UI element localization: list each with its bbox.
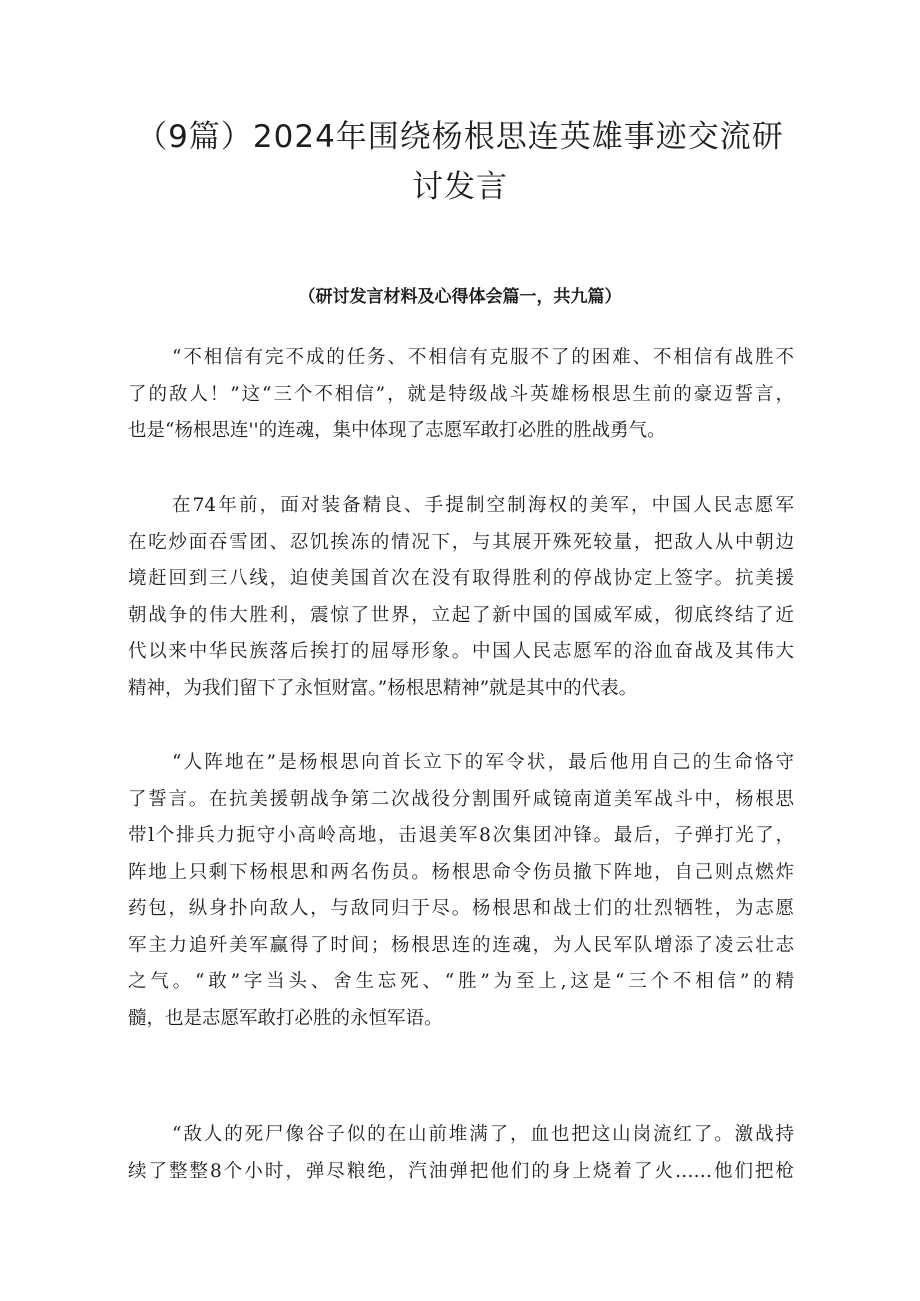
- paragraph-line: “敌人的死尸像谷子似的在山前堆满了，血也把这山岗流红了。激战持: [172, 1124, 794, 1145]
- paragraph-line: 在74年前，面对装备精良、手提制空制海权的美军，中国人民志愿军: [172, 495, 794, 516]
- paragraph-line: 境赶回到三八线，迫使美国首次在没有取得胜利的停战协定上签字。抗美援: [128, 568, 794, 589]
- paragraph-line: 了的敌人！”这“三个不相信”，就是特级战斗英雄杨根思生前的豪迈誓言，: [128, 383, 794, 405]
- paragraph-3: [128, 745, 794, 1037]
- paragraph-line: 在吃炒面吞雪团、忍饥挨冻的情况下，与其展开殊死较量，把敌人从中朝边: [128, 531, 794, 553]
- document-title: [120, 112, 800, 212]
- paragraph-line: 续了整整8个小时，弹尽粮绝，汽油弹把他们的身上烧着了火……他们把枪: [128, 1160, 794, 1182]
- paragraph-line: “不相信有完不成的任务、不相信有克服不了的困难、不相信有战胜不: [172, 347, 794, 368]
- paragraph-line: 髓，也是志愿军敢打必胜的永恒军语。: [128, 1007, 443, 1029]
- paragraph-2: [128, 488, 794, 707]
- paragraph-line: 药包，纵身扑向敌人，与敌同归于尽。杨根思和战士们的壮烈牺牲，为志愿: [128, 898, 794, 919]
- paragraph-line: 军主力追歼美军赢得了时间；杨根思连的连魂，为人民军队增添了凌云壮志: [128, 934, 794, 956]
- paragraph-line: 代以来中华民族落后挨打的屈辱形象。中国人民志愿军的浴血奋战及其伟大: [128, 641, 794, 662]
- document-subtitle: （研讨发言材料及心得体会篇一，共九篇）: [298, 287, 622, 307]
- paragraph-line: 精神，为我们留下了永恒财富。”杨根思精神”就是其中的代表。: [128, 677, 638, 699]
- paragraph-4: [128, 1117, 794, 1190]
- paragraph-line: 带l个排兵力扼守小高岭高地，击退美军8次集团冲锋。最后，子弹打光了，: [128, 825, 794, 846]
- paragraph-line: 也是“杨根思连''的连魂，集中体现了志愿军敢打必胜的胜战勇气。: [128, 420, 666, 441]
- paragraph-line: “人阵地在”是杨根思向首长立下的军令状，最后他用自己的生命恪守: [172, 752, 794, 773]
- paragraph-line: 阵地上只剩下杨根思和两名伤员。杨根思命令伤员撤下阵地，自己则点燃炸: [128, 861, 794, 883]
- paragraph-line: 了誓言。在抗美援朝战争第二次战役分割围歼咸镜南道美军战斗中，杨根思: [128, 788, 794, 810]
- title-line-1: （9篇）2024年围绕杨根思连英雄事迹交流研: [136, 119, 784, 155]
- title-line-2: 讨发言: [412, 169, 508, 205]
- paragraph-line: 朝战争的伟大胜利，震惊了世界，立起了新中国的国威军威，彻底终结了近: [128, 604, 794, 626]
- paragraph-line: 之气。“敢”字当头、舍生忘死、“胜”为至上,这是“三个不相信”的精: [128, 971, 794, 992]
- paragraph-1: [128, 340, 794, 450]
